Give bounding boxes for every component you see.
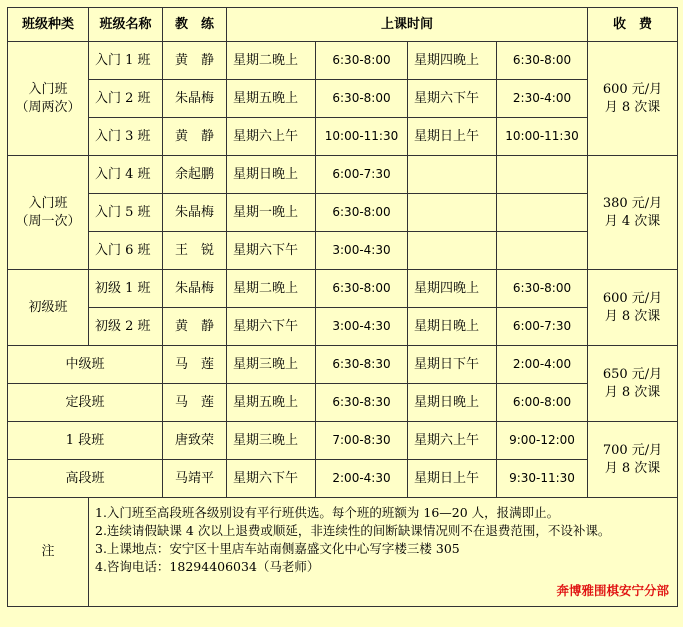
teacher-name: 朱晶梅 — [163, 270, 227, 308]
schedule-table — [7, 7, 678, 607]
schedule-time-1: 7:00-8:30 — [316, 422, 408, 460]
schedule-time-2: 2:30-4:00 — [497, 80, 588, 118]
class-name: 初级 1 班 — [89, 270, 163, 308]
class-fee: 380 元/月 月 4 次课 — [588, 156, 678, 270]
schedule-day-1: 星期二晚上 — [227, 270, 316, 308]
schedule-time-2 — [497, 232, 588, 270]
schedule-day-1: 星期六下午 — [227, 308, 316, 346]
schedule-time-2 — [497, 194, 588, 232]
table-row — [8, 80, 678, 118]
teacher-name: 唐致荣 — [163, 422, 227, 460]
header-row — [8, 8, 678, 42]
schedule-time-2: 6:00-7:30 — [497, 308, 588, 346]
class-category: 初级班 — [8, 270, 89, 346]
class-name: 中级班 — [8, 346, 163, 384]
schedule-day-1: 星期三晚上 — [227, 422, 316, 460]
schedule-day-1: 星期二晚上 — [227, 42, 316, 80]
schedule-time-1: 6:30-8:00 — [316, 80, 408, 118]
class-fee: 700 元/月 月 8 次课 — [588, 422, 678, 498]
schedule-day-1: 星期一晚上 — [227, 194, 316, 232]
note-line: 3.上课地点：安宁区十里店车站南侧嘉盛文化中心写字楼三楼 305 — [95, 541, 460, 556]
table-row — [8, 308, 678, 346]
class-name: 入门 1 班 — [89, 42, 163, 80]
schedule-day-2: 星期四晚上 — [408, 42, 497, 80]
organization-signature: 奔博雅围棋安宁分部 — [556, 583, 670, 598]
header-teacher: 教 练 — [163, 8, 227, 42]
table-row — [8, 270, 678, 308]
table-row — [8, 156, 678, 194]
class-name: 入门 6 班 — [89, 232, 163, 270]
schedule-time-2: 2:00-4:00 — [497, 346, 588, 384]
schedule-day-2: 星期六下午 — [408, 80, 497, 118]
schedule-time-1: 6:30-8:00 — [316, 42, 408, 80]
schedule-day-2: 星期四晚上 — [408, 270, 497, 308]
header-fee: 收 费 — [588, 8, 678, 42]
schedule-time-1: 2:00-4:30 — [316, 460, 408, 498]
schedule-day-1: 星期三晚上 — [227, 346, 316, 384]
class-name: 入门 4 班 — [89, 156, 163, 194]
teacher-name: 朱晶梅 — [163, 194, 227, 232]
schedule-day-2: 星期日下午 — [408, 346, 497, 384]
class-name: 入门 3 班 — [89, 118, 163, 156]
class-name: 定段班 — [8, 384, 163, 422]
teacher-name: 马 莲 — [163, 384, 227, 422]
schedule-day-1: 星期六上午 — [227, 118, 316, 156]
teacher-name: 黄 静 — [163, 42, 227, 80]
table-row — [8, 346, 678, 384]
table-row — [8, 232, 678, 270]
class-category: 入门班 （周两次） — [8, 42, 89, 156]
schedule-time-2 — [497, 156, 588, 194]
class-fee: 600 元/月 月 8 次课 — [588, 270, 678, 346]
table-row — [8, 384, 678, 422]
teacher-name: 马 莲 — [163, 346, 227, 384]
note-line: 2.连续请假缺课 4 次以上退费或顺延，非连续性的间断缺课情况则不在退费范围，不设补课。 — [95, 523, 611, 538]
table-row — [8, 194, 678, 232]
teacher-name: 马靖平 — [163, 460, 227, 498]
teacher-name: 王 锐 — [163, 232, 227, 270]
schedule-day-2: 星期日晚上 — [408, 384, 497, 422]
schedule-day-1: 星期五晚上 — [227, 80, 316, 118]
header-class-time: 上课时间 — [227, 8, 588, 42]
header-category: 班级种类 — [8, 8, 89, 42]
class-name: 初级 2 班 — [89, 308, 163, 346]
schedule-time-1: 6:00-7:30 — [316, 156, 408, 194]
notes-row — [8, 498, 678, 607]
class-category: 入门班 （周一次） — [8, 156, 89, 270]
schedule-day-2 — [408, 232, 497, 270]
note-line: 1.入门班至高段班各级别设有平行班供选。每个班的班额为 16—20 人，报满即止。 — [95, 505, 560, 520]
table-row — [8, 422, 678, 460]
schedule-time-2: 10:00-11:30 — [497, 118, 588, 156]
schedule-time-2: 9:00-12:00 — [497, 422, 588, 460]
schedule-time-1: 10:00-11:30 — [316, 118, 408, 156]
schedule-time-2: 6:30-8:00 — [497, 42, 588, 80]
notes-label: 注 — [8, 498, 89, 607]
class-name: 1 段班 — [8, 422, 163, 460]
schedule-day-2: 星期日上午 — [408, 460, 497, 498]
schedule-day-2 — [408, 156, 497, 194]
schedule-time-2: 6:30-8:00 — [497, 270, 588, 308]
schedule-time-1: 6:30-8:30 — [316, 384, 408, 422]
teacher-name: 余起鹏 — [163, 156, 227, 194]
class-name: 入门 5 班 — [89, 194, 163, 232]
schedule-time-2: 9:30-11:30 — [497, 460, 588, 498]
class-name: 入门 2 班 — [89, 80, 163, 118]
class-fee: 650 元/月 月 8 次课 — [588, 346, 678, 422]
table-row — [8, 118, 678, 156]
note-line: 4.咨询电话：18294406034（马老师） — [95, 559, 320, 574]
teacher-name: 黄 静 — [163, 308, 227, 346]
notes-content — [89, 498, 678, 607]
teacher-name: 朱晶梅 — [163, 80, 227, 118]
schedule-day-2 — [408, 194, 497, 232]
schedule-day-2: 星期日上午 — [408, 118, 497, 156]
schedule-time-1: 3:00-4:30 — [316, 232, 408, 270]
schedule-time-2: 6:00-8:00 — [497, 384, 588, 422]
header-class-name: 班级名称 — [89, 8, 163, 42]
schedule-day-1: 星期六下午 — [227, 460, 316, 498]
schedule-day-1: 星期六下午 — [227, 232, 316, 270]
schedule-day-1: 星期日晚上 — [227, 156, 316, 194]
schedule-time-1: 6:30-8:00 — [316, 270, 408, 308]
schedule-day-2: 星期日晚上 — [408, 308, 497, 346]
table-row — [8, 460, 678, 498]
schedule-time-1: 6:30-8:00 — [316, 194, 408, 232]
class-name: 高段班 — [8, 460, 163, 498]
table-row — [8, 42, 678, 80]
schedule-day-2: 星期六上午 — [408, 422, 497, 460]
class-fee: 600 元/月 月 8 次课 — [588, 42, 678, 156]
teacher-name: 黄 静 — [163, 118, 227, 156]
schedule-time-1: 6:30-8:30 — [316, 346, 408, 384]
schedule-day-1: 星期五晚上 — [227, 384, 316, 422]
schedule-time-1: 3:00-4:30 — [316, 308, 408, 346]
